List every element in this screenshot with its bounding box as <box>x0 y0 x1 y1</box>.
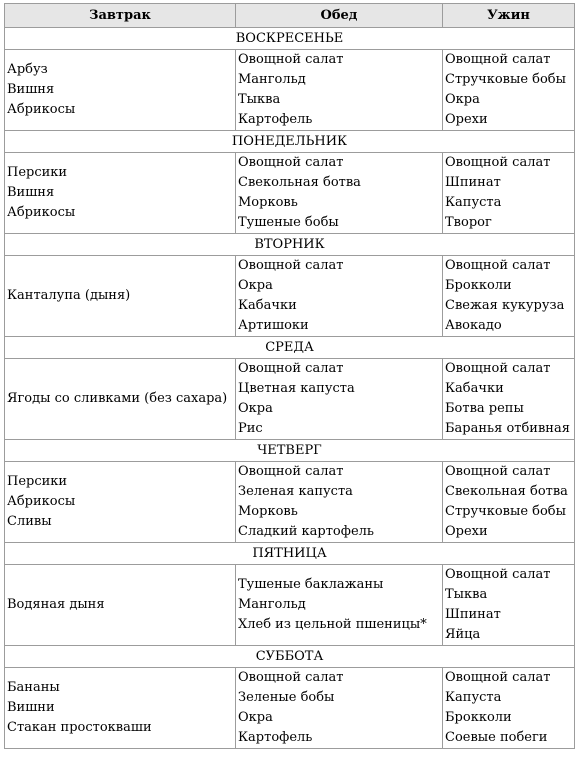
dinner-item: Творог <box>445 215 492 230</box>
lunch-cell <box>236 153 443 234</box>
lunch-item: Свекольная ботва <box>238 175 361 190</box>
lunch-item: Морковь <box>238 195 298 210</box>
dinner-item: Брокколи <box>445 710 512 725</box>
breakfast-item: Водяная дыня <box>7 597 105 612</box>
lunch-item: Морковь <box>238 504 298 519</box>
dinner-item: Овощной салат <box>445 52 551 67</box>
day-header-row <box>5 337 575 359</box>
dinner-item: Овощной салат <box>445 670 551 685</box>
breakfast-item: Вишня <box>7 82 55 97</box>
dinner-cell <box>443 668 575 749</box>
lunch-item: Зеленые бобы <box>238 690 335 705</box>
day-name: ЧЕТВЕРГ <box>5 440 575 462</box>
lunch-cell <box>236 668 443 749</box>
dinner-cell <box>443 565 575 646</box>
lunch-item: Зеленая капуста <box>238 484 353 499</box>
breakfast-cell <box>5 565 236 646</box>
lunch-item: Овощной салат <box>238 52 344 67</box>
lunch-item: Мангольд <box>238 72 306 87</box>
dinner-cell <box>443 153 575 234</box>
day-meals-row <box>5 462 575 543</box>
day-meals-row <box>5 668 575 749</box>
breakfast-item: Абрикосы <box>7 205 76 220</box>
lunch-item: Овощной салат <box>238 464 344 479</box>
header-dinner: Ужин <box>443 4 575 28</box>
dinner-item: Авокадо <box>445 318 502 333</box>
dinner-item: Орехи <box>445 524 488 539</box>
lunch-item: Хлеб из цельной пшеницы* <box>238 617 427 632</box>
day-name: СРЕДА <box>5 337 575 359</box>
day-name: ПОНЕДЕЛЬНИК <box>5 131 575 153</box>
breakfast-item: Абрикосы <box>7 494 76 509</box>
day-header-row <box>5 28 575 50</box>
breakfast-item: Вишня <box>7 185 55 200</box>
day-meals-row <box>5 50 575 131</box>
lunch-cell <box>236 565 443 646</box>
header-row <box>5 4 575 28</box>
dinner-cell <box>443 359 575 440</box>
breakfast-cell <box>5 359 236 440</box>
lunch-item: Картофель <box>238 112 313 127</box>
breakfast-item: Ягоды со сливками (без сахара) <box>7 391 228 406</box>
dinner-item: Свекольная ботва <box>445 484 568 499</box>
dinner-item: Ботва репы <box>445 401 524 416</box>
breakfast-item: Стакан простокваши <box>7 720 152 735</box>
lunch-cell <box>236 256 443 337</box>
dinner-item: Тыква <box>445 587 488 602</box>
day-header-row <box>5 543 575 565</box>
day-header-row <box>5 131 575 153</box>
day-name: ВОСКРЕСЕНЬЕ <box>5 28 575 50</box>
lunch-item: Овощной салат <box>238 670 344 685</box>
day-name: ПЯТНИЦА <box>5 543 575 565</box>
day-meals-row <box>5 153 575 234</box>
lunch-item: Окра <box>238 401 273 416</box>
breakfast-item: Вишни <box>7 700 55 715</box>
day-meals-row <box>5 565 575 646</box>
dinner-cell <box>443 462 575 543</box>
breakfast-item: Арбуз <box>7 62 48 77</box>
dinner-item: Капуста <box>445 690 502 705</box>
dinner-cell <box>443 50 575 131</box>
dinner-item: Шпинат <box>445 175 501 190</box>
lunch-item: Овощной салат <box>238 361 344 376</box>
breakfast-item: Персики <box>7 165 68 180</box>
header-lunch: Обед <box>236 4 443 28</box>
dinner-item: Яйца <box>445 627 481 642</box>
dinner-item: Окра <box>445 92 480 107</box>
breakfast-item: Персики <box>7 474 68 489</box>
day-header-row <box>5 646 575 668</box>
dinner-item: Овощной салат <box>445 567 551 582</box>
dinner-item: Орехи <box>445 112 488 127</box>
dinner-item: Брокколи <box>445 278 512 293</box>
day-header-row <box>5 234 575 256</box>
dinner-item: Баранья отбивная <box>445 421 570 436</box>
day-header-row <box>5 440 575 462</box>
breakfast-cell <box>5 50 236 131</box>
breakfast-item: Бананы <box>7 680 60 695</box>
breakfast-cell <box>5 668 236 749</box>
dinner-item: Овощной салат <box>445 361 551 376</box>
lunch-item: Овощной салат <box>238 155 344 170</box>
day-name: СУББОТА <box>5 646 575 668</box>
breakfast-item: Абрикосы <box>7 102 76 117</box>
lunch-cell <box>236 359 443 440</box>
breakfast-item: Сливы <box>7 514 52 529</box>
lunch-item: Окра <box>238 278 273 293</box>
breakfast-cell <box>5 462 236 543</box>
dinner-item: Шпинат <box>445 607 501 622</box>
dinner-cell <box>443 256 575 337</box>
lunch-item: Картофель <box>238 730 313 745</box>
lunch-item: Артишоки <box>238 318 309 333</box>
lunch-item: Кабачки <box>238 298 297 313</box>
table-body <box>5 28 575 749</box>
dinner-item: Капуста <box>445 195 502 210</box>
lunch-item: Сладкий картофель <box>238 524 374 539</box>
lunch-cell <box>236 462 443 543</box>
day-name: ВТОРНИК <box>5 234 575 256</box>
dinner-item: Стручковые бобы <box>445 504 566 519</box>
dinner-item: Овощной салат <box>445 464 551 479</box>
dinner-item: Кабачки <box>445 381 504 396</box>
day-meals-row <box>5 256 575 337</box>
dinner-item: Свежая кукуруза <box>445 298 565 313</box>
lunch-item: Тыква <box>238 92 281 107</box>
day-meals-row <box>5 359 575 440</box>
lunch-item: Тушеные баклажаны <box>238 577 384 592</box>
dinner-item: Овощной салат <box>445 258 551 273</box>
weekly-meal-table <box>4 3 575 749</box>
breakfast-item: Канталупа (дыня) <box>7 288 131 303</box>
dinner-item: Стручковые бобы <box>445 72 566 87</box>
lunch-item: Овощной салат <box>238 258 344 273</box>
lunch-item: Мангольд <box>238 597 306 612</box>
breakfast-cell <box>5 256 236 337</box>
lunch-item: Рис <box>238 421 263 436</box>
lunch-cell <box>236 50 443 131</box>
lunch-item: Тушеные бобы <box>238 215 339 230</box>
lunch-item: Окра <box>238 710 273 725</box>
lunch-item: Цветная капуста <box>238 381 355 396</box>
header-breakfast: Завтрак <box>5 4 236 28</box>
breakfast-cell <box>5 153 236 234</box>
dinner-item: Соевые побеги <box>445 730 548 745</box>
dinner-item: Овощной салат <box>445 155 551 170</box>
